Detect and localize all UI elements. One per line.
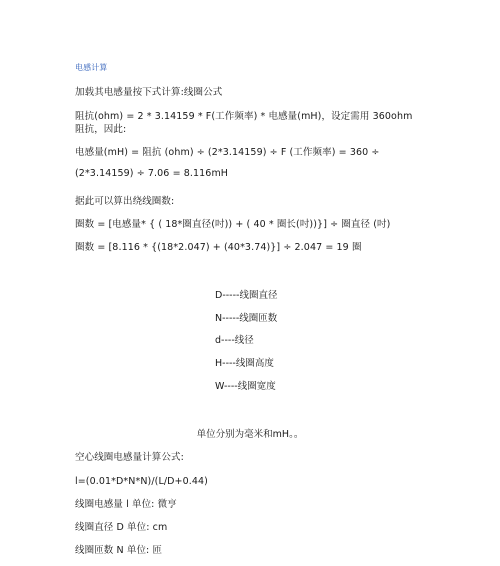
aircore-title: 空心线圈电感量计算公式: <box>75 452 184 463</box>
legend-item-d: D-----线圈直径 <box>215 290 278 301</box>
legend-item-w: W----线圈宽度 <box>215 381 276 392</box>
calc-line-2: (2*3.14159) ÷ 7.06 = 8.116mH <box>75 168 229 179</box>
legend-item-wire: d----线径 <box>215 335 254 346</box>
turns-calc: 圈数 = [8.116 * {(18*2.047) + (40*3.74)}] ÷ 2.047 = 19 圈 <box>75 242 362 253</box>
aircore-unit-d: 线圈直径 D 单位: cm <box>75 522 168 533</box>
intro-text: 加载其电感量按下式计算:线圈公式 <box>75 87 223 98</box>
aircore-unit-l: 线圈电感量 l 单位: 微亨 <box>75 499 177 510</box>
turns-formula: 圈数 = [电感量* { ( 18*圈直径(吋)) + ( 40 * 圈长(吋))}] ÷ 圈直径 (吋) <box>75 219 391 230</box>
aircore-formula: l=(0.01*D*N*N)/(L/D+0.44) <box>75 476 208 487</box>
aircore-unit-n: 线圈匝数 N 单位: 匝 <box>75 545 163 556</box>
doc-heading: 电感计算 <box>75 63 108 72</box>
calc-line-1: 电感量(mH) = 阻抗 (ohm) ÷ (2*3.14159) ÷ F (工作频率) = 360 ÷ <box>75 147 380 158</box>
turns-intro: 据此可以算出绕线圈数: <box>75 196 175 207</box>
formula-line-1: 阻抗(ohm) = 2 * 3.14159 * F(工作频率) * 电感量(mH)，设定需用 360ohm <box>75 111 413 122</box>
formula-line-2: 阻抗，因此: <box>75 124 127 135</box>
units-note: 单位分别为毫米和mH。。 <box>196 429 304 440</box>
legend-item-n: N-----线圈匝数 <box>215 313 278 324</box>
legend-item-h: H----线圈高度 <box>215 358 274 369</box>
